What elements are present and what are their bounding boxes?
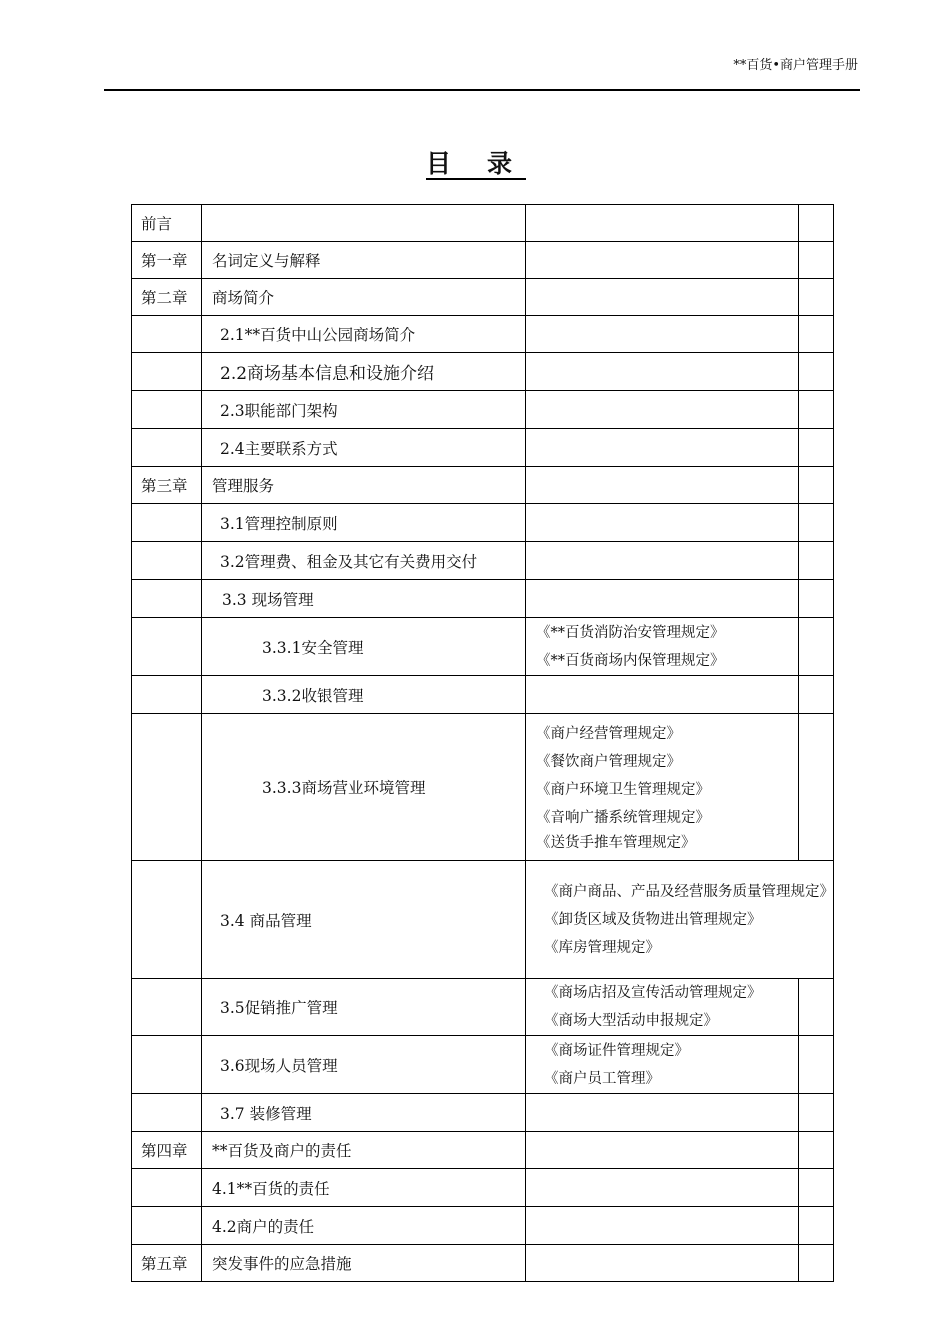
chapter-number: 第五章: [132, 1245, 202, 1282]
reference-item: 《商户环境卫生管理规定》: [536, 782, 710, 798]
header-rule: [104, 89, 860, 91]
section-title: 3.3 现场管理: [202, 580, 526, 618]
toc-row-2-3: [132, 391, 834, 429]
subsection-title: 3.3.3商场营业环境管理: [202, 714, 526, 861]
reference-item: 《卸货区域及货物进出管理规定》: [544, 911, 762, 928]
section-title: 2.2商场基本信息和设施介绍: [202, 353, 526, 391]
reference-item: 《**百货商场内保管理规定》: [536, 652, 725, 669]
reference-item: 《商户经营管理规定》: [536, 726, 681, 742]
section-title: 3.7 装修管理: [202, 1094, 526, 1132]
reference-item: 《**百货消防治安管理规定》: [536, 624, 725, 641]
reference-item: 《商户员工管理》: [544, 1070, 660, 1087]
toc-row-3-1: [132, 504, 834, 542]
page-title: [426, 140, 526, 180]
section-title: 2.3职能部门架构: [202, 391, 526, 429]
toc-row-4-1: [132, 1169, 834, 1207]
toc-row-3-5: [132, 979, 834, 1036]
toc-row-preface: [132, 205, 834, 242]
chapter-number: 第四章: [132, 1132, 202, 1169]
toc-row-3-4: [132, 861, 834, 979]
reference-list: [526, 861, 834, 979]
reference-list: [526, 979, 799, 1036]
toc-row-3-7: [132, 1094, 834, 1132]
chapter-title: **百货及商户的责任: [202, 1132, 526, 1169]
chapter-title: 商场简介: [202, 279, 526, 316]
section-title: 2.1**百货中山公园商场简介: [202, 316, 526, 353]
reference-item: 《音响广播系统管理规定》: [536, 810, 710, 826]
section-title: 3.2管理费、租金及其它有关费用交付: [202, 542, 526, 580]
title-char-1: 目: [426, 149, 453, 178]
chapter-label: 前言: [132, 205, 202, 242]
toc-row-3-3-1: [132, 618, 834, 676]
running-header: **百货•商户管理手册: [733, 58, 858, 73]
reference-item: 《商场大型活动申报规定》: [544, 1013, 718, 1029]
toc-row-2-4: [132, 429, 834, 467]
section-title: 3.6现场人员管理: [202, 1036, 526, 1094]
section-title: 4.1**百货的责任: [202, 1169, 526, 1207]
subsection-title: 3.3.1安全管理: [202, 618, 526, 676]
section-title: 3.4 商品管理: [202, 861, 526, 979]
reference-item: 《商场店招及宣传活动管理规定》: [544, 985, 762, 1001]
reference-item: 《库房管理规定》: [544, 939, 660, 956]
toc-row-2-2: [132, 353, 834, 391]
reference-list: [526, 1036, 799, 1094]
toc-row-ch2: [132, 279, 834, 316]
toc-row-ch5: [132, 1245, 834, 1282]
toc-row-2-1: [132, 316, 834, 353]
toc-table: [131, 204, 834, 1282]
reference-item: 《商户商品、产品及经营服务质量管理规定》: [544, 883, 834, 900]
toc-row-ch1: [132, 242, 834, 279]
chapter-number: 第三章: [132, 467, 202, 504]
section-title: 3.1管理控制原则: [202, 504, 526, 542]
reference-item: 《餐饮商户管理规定》: [536, 754, 681, 770]
toc-row-3-3-2: [132, 676, 834, 714]
toc-row-3-6: [132, 1036, 834, 1094]
section-title: 3.5促销推广管理: [202, 979, 526, 1036]
reference-list: [526, 618, 799, 676]
toc-row-ch4: [132, 1132, 834, 1169]
toc-row-3-3: [132, 580, 834, 618]
toc-row-3-2: [132, 542, 834, 580]
chapter-title: 突发事件的应急措施: [202, 1245, 526, 1282]
reference-item: 《商场证件管理规定》: [544, 1042, 689, 1059]
reference-item: 《送货手推车管理规定》: [536, 835, 696, 851]
chapter-number: 第一章: [132, 242, 202, 279]
chapter-number: 第二章: [132, 279, 202, 316]
subsection-title: 3.3.2收银管理: [202, 676, 526, 714]
toc-row-3-3-3: [132, 714, 834, 861]
toc-row-4-2: [132, 1207, 834, 1245]
toc-row-ch3: [132, 467, 834, 504]
section-title: 4.2商户的责任: [202, 1207, 526, 1245]
reference-list: [526, 714, 799, 861]
section-title: 2.4主要联系方式: [202, 429, 526, 467]
chapter-title: 名词定义与解释: [202, 242, 526, 279]
chapter-title: 管理服务: [202, 467, 526, 504]
title-char-2: 录: [487, 149, 514, 178]
